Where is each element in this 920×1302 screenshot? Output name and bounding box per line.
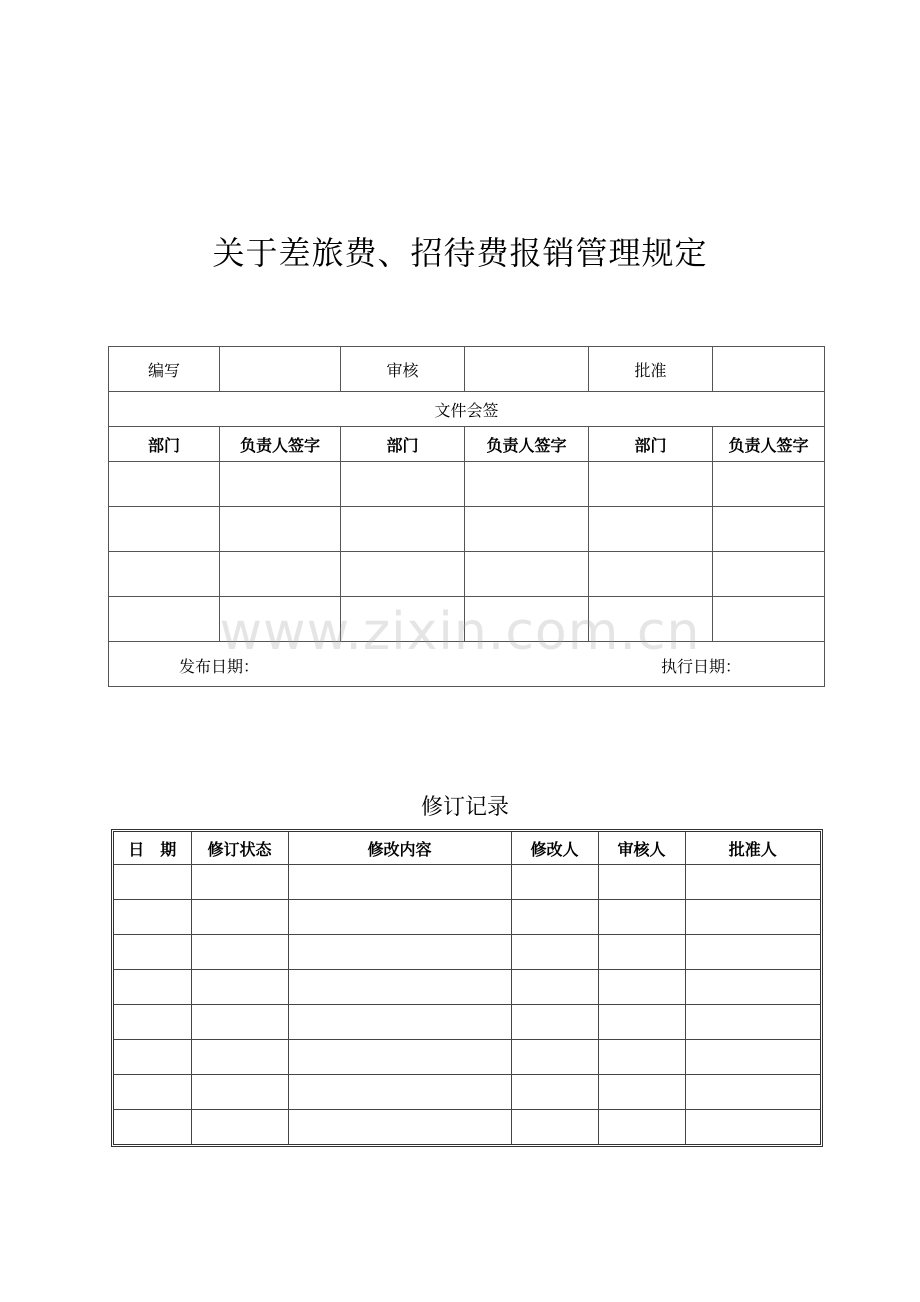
- revision-row: [114, 900, 820, 935]
- header-approver: 批准人: [685, 832, 820, 865]
- header-department: 部门: [341, 427, 465, 462]
- blank-cell[interactable]: [589, 597, 713, 642]
- blank-cell[interactable]: [288, 970, 511, 1005]
- blank-cell[interactable]: [191, 1110, 288, 1145]
- blank-cell[interactable]: [713, 597, 825, 642]
- blank-cell[interactable]: [465, 597, 589, 642]
- blank-cell[interactable]: [685, 1075, 820, 1110]
- blank-cell[interactable]: [598, 970, 685, 1005]
- header-change-content: 修改内容: [288, 832, 511, 865]
- approval-meta-row: [109, 347, 825, 392]
- blank-cell[interactable]: [109, 597, 220, 642]
- blank-cell[interactable]: [511, 1040, 598, 1075]
- blank-cell[interactable]: [511, 865, 598, 900]
- header-signature: 负责人签字: [220, 427, 341, 462]
- blank-cell[interactable]: [288, 1075, 511, 1110]
- blank-cell[interactable]: [114, 865, 191, 900]
- date-row: [109, 642, 825, 687]
- blank-cell[interactable]: [685, 935, 820, 970]
- blank-cell[interactable]: [598, 1110, 685, 1145]
- blank-cell[interactable]: [685, 865, 820, 900]
- blank-cell[interactable]: [114, 935, 191, 970]
- blank-cell[interactable]: [511, 1075, 598, 1110]
- countersign-row-blank: [109, 552, 825, 597]
- publish-date-label: 发布日期：: [179, 657, 260, 676]
- blank-cell[interactable]: [685, 970, 820, 1005]
- revision-table-frame: [111, 829, 823, 1147]
- blank-cell[interactable]: [220, 507, 341, 552]
- blank-cell[interactable]: [598, 900, 685, 935]
- header-signature: 负责人签字: [713, 427, 825, 462]
- blank-cell[interactable]: [114, 970, 191, 1005]
- reviewer-value-cell[interactable]: [465, 347, 589, 392]
- blank-cell[interactable]: [288, 900, 511, 935]
- approval-table: [108, 346, 825, 687]
- blank-cell[interactable]: [598, 935, 685, 970]
- document-title: 关于差旅费、招待费报销管理规定: [212, 234, 708, 272]
- blank-cell[interactable]: [713, 462, 825, 507]
- blank-cell[interactable]: [288, 1005, 511, 1040]
- blank-cell[interactable]: [191, 970, 288, 1005]
- countersign-header-row: [109, 427, 825, 462]
- blank-cell[interactable]: [109, 462, 220, 507]
- blank-cell[interactable]: [191, 865, 288, 900]
- blank-cell[interactable]: [109, 552, 220, 597]
- countersign-label: 文件会签: [109, 392, 825, 427]
- revision-title: 修订记录: [420, 795, 509, 820]
- countersign-row-blank: [109, 462, 825, 507]
- watermark: www.zixin.com.cn: [219, 602, 701, 662]
- header-date: 日 期: [114, 832, 191, 865]
- blank-cell[interactable]: [191, 1075, 288, 1110]
- blank-cell[interactable]: [685, 1005, 820, 1040]
- blank-cell[interactable]: [511, 1005, 598, 1040]
- blank-cell[interactable]: [288, 1110, 511, 1145]
- blank-cell[interactable]: [598, 1075, 685, 1110]
- blank-cell[interactable]: [589, 507, 713, 552]
- revision-row: [114, 935, 820, 970]
- blank-cell[interactable]: [685, 1110, 820, 1145]
- blank-cell[interactable]: [589, 462, 713, 507]
- header-department: 部门: [109, 427, 220, 462]
- blank-cell[interactable]: [191, 1040, 288, 1075]
- revision-table: [114, 832, 820, 1144]
- blank-cell[interactable]: [288, 1040, 511, 1075]
- countersign-row: [109, 392, 825, 427]
- blank-cell[interactable]: [114, 1075, 191, 1110]
- blank-cell[interactable]: [511, 1110, 598, 1145]
- header-signature: 负责人签字: [465, 427, 589, 462]
- revision-row: [114, 865, 820, 900]
- revision-row: [114, 1075, 820, 1110]
- header-revision-status: 修订状态: [191, 832, 288, 865]
- approver-label: 批准: [589, 347, 713, 392]
- blank-cell[interactable]: [114, 1040, 191, 1075]
- blank-cell[interactable]: [341, 462, 465, 507]
- revision-row: [114, 1110, 820, 1145]
- blank-cell[interactable]: [341, 552, 465, 597]
- blank-cell[interactable]: [220, 462, 341, 507]
- revision-row: [114, 1040, 820, 1075]
- header-reviewer: 审核人: [598, 832, 685, 865]
- blank-cell[interactable]: [598, 865, 685, 900]
- blank-cell[interactable]: [589, 552, 713, 597]
- blank-cell[interactable]: [685, 900, 820, 935]
- blank-cell[interactable]: [288, 935, 511, 970]
- author-label: 编写: [109, 347, 220, 392]
- blank-cell[interactable]: [685, 1040, 820, 1075]
- effective-date-label: 执行日期：: [661, 657, 742, 676]
- blank-cell[interactable]: [511, 935, 598, 970]
- date-cell: [109, 642, 825, 687]
- header-modifier: 修改人: [511, 832, 598, 865]
- approver-value-cell[interactable]: [713, 347, 825, 392]
- blank-cell[interactable]: [465, 552, 589, 597]
- revision-header-row: [114, 832, 820, 865]
- blank-cell[interactable]: [288, 865, 511, 900]
- blank-cell[interactable]: [598, 1005, 685, 1040]
- blank-cell[interactable]: [220, 552, 341, 597]
- blank-cell[interactable]: [114, 900, 191, 935]
- blank-cell[interactable]: [191, 1005, 288, 1040]
- blank-cell[interactable]: [341, 597, 465, 642]
- revision-row: [114, 1005, 820, 1040]
- reviewer-label: 审核: [341, 347, 465, 392]
- blank-cell[interactable]: [465, 462, 589, 507]
- blank-cell[interactable]: [220, 597, 341, 642]
- header-department: 部门: [589, 427, 713, 462]
- blank-cell[interactable]: [114, 1110, 191, 1145]
- blank-cell[interactable]: [598, 1040, 685, 1075]
- countersign-row-blank: [109, 597, 825, 642]
- blank-cell[interactable]: [511, 970, 598, 1005]
- blank-cell[interactable]: [713, 507, 825, 552]
- author-value-cell[interactable]: [220, 347, 341, 392]
- countersign-row-blank: [109, 507, 825, 552]
- blank-cell[interactable]: [511, 900, 598, 935]
- revision-row: [114, 970, 820, 1005]
- blank-cell[interactable]: [191, 935, 288, 970]
- blank-cell[interactable]: [713, 552, 825, 597]
- blank-cell[interactable]: [191, 900, 288, 935]
- blank-cell[interactable]: [341, 507, 465, 552]
- blank-cell[interactable]: [114, 1005, 191, 1040]
- blank-cell[interactable]: [109, 507, 220, 552]
- blank-cell[interactable]: [465, 507, 589, 552]
